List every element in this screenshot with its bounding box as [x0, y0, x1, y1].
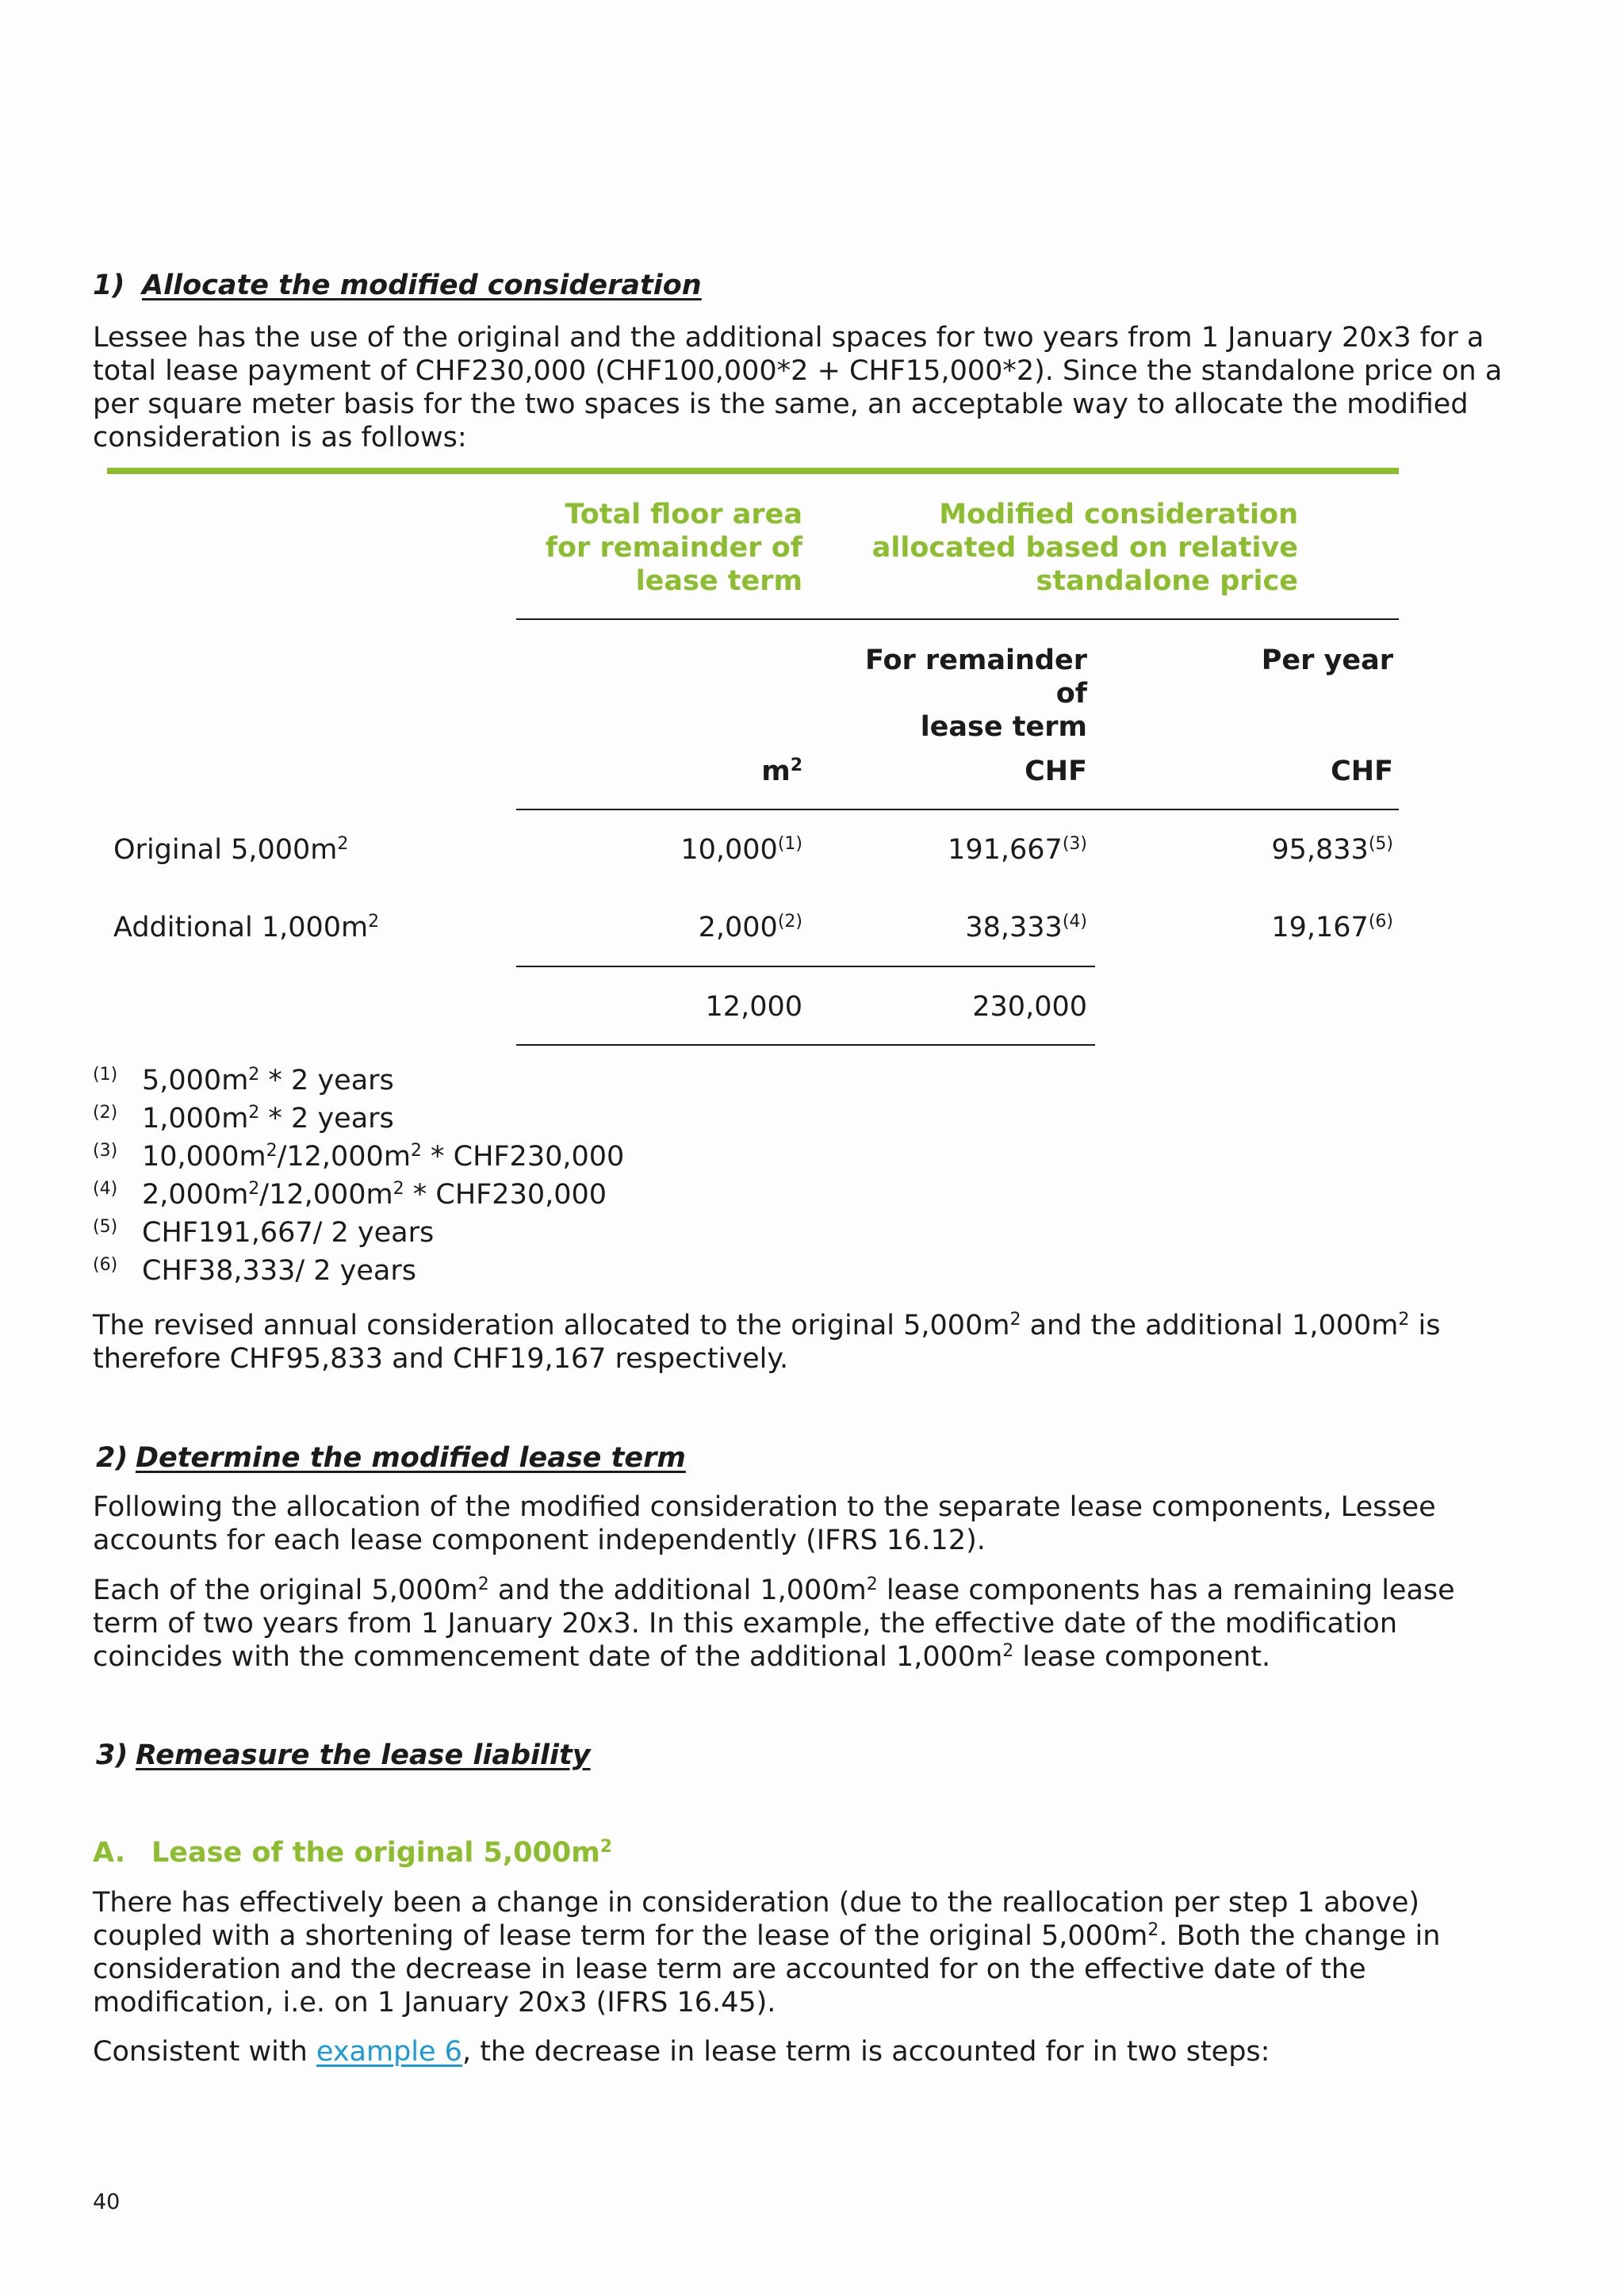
- unit-chf-remainder: CHF: [1025, 756, 1087, 787]
- unit-area-text: m: [761, 756, 791, 787]
- footnote-text: 1,000m: [142, 1103, 249, 1135]
- total-rule-top: [516, 966, 1095, 967]
- cell-value: 191,667: [948, 834, 1063, 866]
- subheader-line: For remainder of: [864, 645, 1087, 710]
- table-row-label: [113, 833, 348, 867]
- footnote-sup: 2: [410, 1141, 422, 1161]
- row-label-sup: 2: [368, 912, 380, 932]
- para-sup: 2: [1398, 1310, 1410, 1330]
- footnote: (3) $10,000m^2/12,000m^2 * CHF230,000$: [93, 1141, 625, 1173]
- footnote: (6) CHF38,333/ 2 years: [93, 1255, 416, 1287]
- footnote-text: /12,000m: [277, 1141, 411, 1173]
- table-total-remainder: 230,000: [972, 991, 1087, 1023]
- subsection-letter: A.: [93, 1837, 126, 1869]
- footnote-text: * CHF230,000: [421, 1141, 625, 1173]
- cell-value: 2,000: [698, 912, 778, 943]
- section-2-title: Determine the modified lease term: [136, 1442, 686, 1474]
- header-line: standalone price: [1036, 565, 1298, 597]
- cell-footnote-ref: (3): [1062, 834, 1087, 854]
- cell-footnote-ref: (1): [777, 834, 802, 854]
- footnote-sup: 2: [248, 1103, 260, 1123]
- para-sup: 2: [477, 1575, 489, 1594]
- header-line: for remainder of: [545, 532, 802, 564]
- cell-value: 38,333: [965, 912, 1063, 943]
- para-text: lease component.: [1013, 1641, 1271, 1673]
- table-cell-per-year: [1155, 911, 1393, 944]
- footnote-sup: 2: [248, 1065, 260, 1085]
- footnote-text: * 2 years: [259, 1065, 394, 1096]
- cell-value: 19,167: [1271, 912, 1369, 943]
- para-text: Each of the original 5,000m: [93, 1575, 478, 1606]
- cell-footnote-ref: (4): [1062, 912, 1087, 932]
- footnote-sup: 2: [248, 1179, 260, 1199]
- para-text: and the additional 1,000m: [488, 1575, 867, 1606]
- para-text: , the decrease in lease term is accounted for in two steps:: [462, 2036, 1270, 2068]
- table-row-label: [113, 911, 379, 944]
- row-label-sup: 2: [337, 834, 349, 854]
- para-sup: 2: [866, 1575, 878, 1594]
- row-label-text: Additional 1,000m: [113, 912, 369, 943]
- para-text: . Both the change in consideration and the decrease in lease term are accounted for on the effective date of the modification, i.e. on 1 January 20x3 (IFRS 16.45).: [93, 1920, 1441, 2019]
- header-line: Total floor area: [565, 499, 802, 530]
- header-rule: [516, 618, 1399, 620]
- para-text: There has effectively been a change in consideration (due to the reallocation per step 1 above) coupled with a shortening of lease term for the lease of the original 5,000m: [93, 1887, 1420, 1952]
- unit-area-sup: 2: [790, 756, 802, 775]
- footnote: (5) CHF191,667/ 2 years: [93, 1217, 435, 1249]
- para-sup: 2: [1002, 1641, 1014, 1661]
- table-cell-remainder: [854, 833, 1087, 867]
- revised-consideration-paragraph: [93, 1309, 1504, 1376]
- section-1-heading: [93, 269, 702, 302]
- footnote-text: CHF191,667/ 2 years: [142, 1217, 435, 1249]
- header-line: Modified consideration: [939, 499, 1298, 530]
- para-sup: 2: [1147, 1920, 1159, 1940]
- footnote-sup: 2: [266, 1141, 278, 1161]
- table-cell-area: [569, 911, 802, 944]
- subheader-per-year: Per year: [1261, 645, 1393, 676]
- para-text: and the additional 1,000m: [1021, 1310, 1399, 1341]
- footnote-text: /12,000m: [259, 1179, 393, 1211]
- footnote-text: * 2 years: [259, 1103, 394, 1135]
- header-line: lease term: [635, 565, 802, 597]
- section-2-number: 2): [96, 1442, 128, 1474]
- footnote-sup: 2: [393, 1179, 404, 1199]
- footnote-text: 10,000m: [142, 1141, 266, 1173]
- footnote: (1) $5,000m^2 * 2$ years: [93, 1065, 394, 1096]
- table-cell-per-year: [1155, 833, 1393, 867]
- total-rule-bottom: [516, 1044, 1095, 1046]
- section-1-title: Allocate the modified consideration: [142, 270, 702, 301]
- para-text: lease components has a remaining lease term of two years from 1 January 20x3. In this example, the effective date of the modification coincides with the commencement date of the additional 1,000m: [93, 1575, 1455, 1673]
- cell-footnote-ref: (2): [777, 912, 802, 932]
- unit-area: [648, 755, 802, 788]
- table-cell-remainder: [854, 911, 1087, 944]
- subsection-a-heading: [93, 1836, 612, 1869]
- section-2-heading: [96, 1441, 686, 1475]
- cell-footnote-ref: (5): [1368, 834, 1393, 854]
- header-total-floor-area: [505, 498, 802, 598]
- header-line: allocated based on relative: [871, 532, 1298, 564]
- para-text: Consistent with: [93, 2036, 316, 2068]
- subheader-line: lease term: [920, 711, 1087, 743]
- section-3-number: 3): [96, 1739, 128, 1771]
- table-top-rule: [107, 468, 1399, 474]
- para-text: is therefore CHF95,833 and CHF19,167 respectively.: [93, 1310, 1441, 1375]
- footnote-text: 2,000m: [142, 1179, 249, 1211]
- footnote-text: CHF38,333/ 2 years: [142, 1255, 416, 1287]
- subsection-title-sup: 2: [599, 1837, 613, 1857]
- section-3-title: Remeasure the lease liability: [136, 1739, 591, 1771]
- units-rule: [516, 809, 1399, 810]
- cell-footnote-ref: (6): [1368, 912, 1393, 932]
- section-3-heading: [96, 1739, 591, 1772]
- cell-value: 95,833: [1271, 834, 1369, 866]
- footnote: (4) $2,000m^2/12,000m^2 * CHF230,000$: [93, 1179, 607, 1211]
- header-modified-consideration: [830, 498, 1298, 598]
- subsection-a-paragraph-2: [93, 2035, 1504, 2068]
- footnote-text: 5,000m: [142, 1065, 249, 1096]
- table-cell-area: [569, 833, 802, 867]
- footnote: (2) $1,000m^2 * 2$ years: [93, 1103, 394, 1135]
- subheader-remainder: [830, 644, 1087, 744]
- row-label-text: Original 5,000m: [113, 834, 338, 866]
- para-sup: 2: [1009, 1310, 1021, 1330]
- footnote-text: * CHF230,000: [404, 1179, 607, 1211]
- section-1-paragraph: Lessee has the use of the original and the additional spaces for two years from 1 January 20x3 for a total lease payment of CHF230,000 (CHF100,000*2 + CHF15,000*2). Since the standalone price on a per square meter basis for the two spaces is the same, an acceptable way to allocate the modified consideration is as follows:: [93, 322, 1503, 453]
- subsection-a-paragraph-1: [93, 1886, 1504, 2019]
- example-6-link[interactable]: example 6: [316, 2036, 462, 2068]
- section-2-paragraph-2: [93, 1574, 1504, 1674]
- unit-chf-per-year: CHF: [1331, 756, 1393, 787]
- page-number: 40: [93, 2190, 121, 2214]
- para-text: The revised annual consideration allocated to the original 5,000m: [93, 1310, 1010, 1341]
- cell-value: 10,000: [680, 834, 778, 866]
- table-total-area: 12,000: [705, 991, 802, 1023]
- section-1-number: 1): [93, 270, 125, 301]
- section-2-paragraph-1: Following the allocation of the modified consideration to the separate lease components, Lessee accounts for each lease component independently (IFRS 16.12).: [93, 1491, 1436, 1556]
- subsection-title: Lease of the original 5,000m: [151, 1837, 600, 1869]
